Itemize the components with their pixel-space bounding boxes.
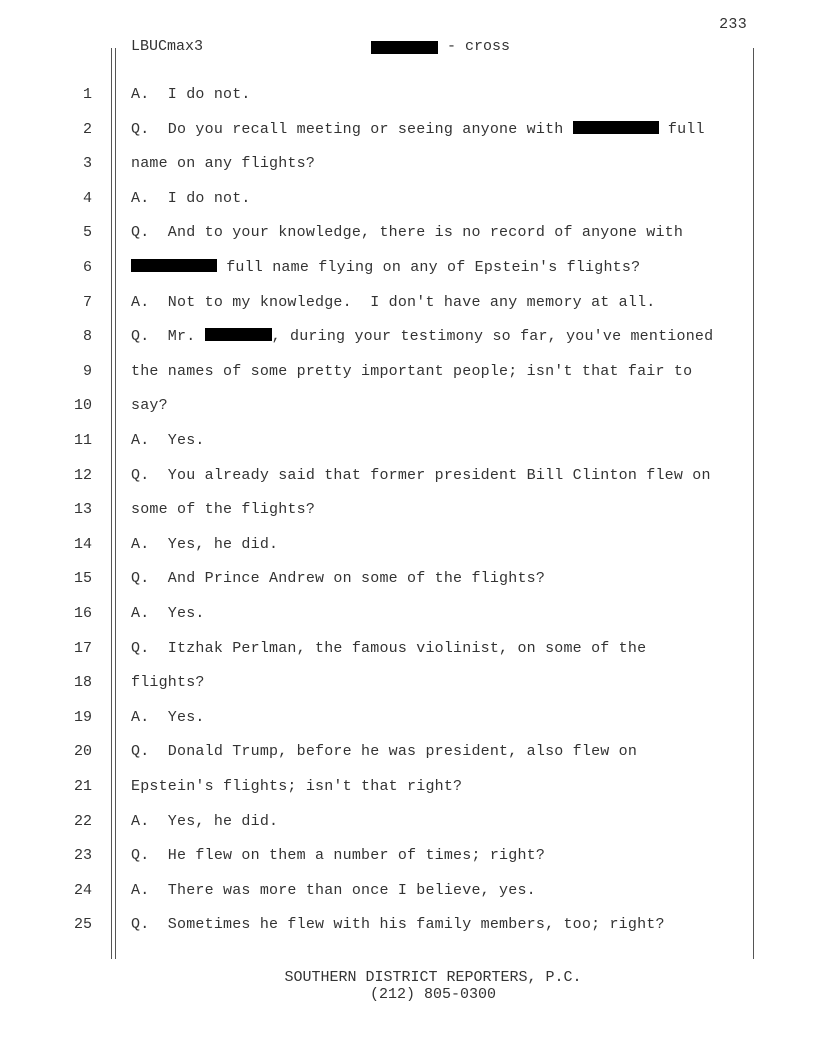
transcript-line [131, 328, 713, 345]
transcript-line [131, 501, 315, 518]
transcript-text: A. I do not. [131, 86, 251, 103]
left-margin-rule-outer [111, 48, 112, 959]
line-number: 11 [73, 432, 92, 449]
transcript-line [131, 743, 637, 760]
line-number: 24 [73, 882, 92, 899]
line-number: 6 [82, 259, 92, 276]
redaction-block [205, 328, 272, 341]
transcript-line [131, 605, 205, 622]
transcript-line [131, 155, 315, 172]
transcript-line [131, 467, 711, 484]
transcript-line [131, 709, 205, 726]
transcript-text: flights? [131, 674, 205, 691]
transcript-line [131, 432, 205, 449]
footer-reporter-name: SOUTHERN DISTRICT REPORTERS, P.C. [284, 969, 582, 986]
transcript-line [131, 570, 545, 587]
line-number: 7 [82, 294, 92, 311]
transcript-text: Q. Mr. [131, 328, 205, 345]
transcript-text: full name flying on any of Epstein's flights? [217, 259, 641, 276]
line-number: 1 [82, 86, 92, 103]
transcript-line [131, 536, 278, 553]
transcript-text: Q. And Prince Andrew on some of the flights? [131, 570, 546, 587]
line-number: 12 [73, 467, 92, 484]
transcript-line [131, 847, 545, 864]
transcript-text: A. Yes. [131, 432, 205, 449]
line-number: 10 [73, 397, 92, 414]
transcript-text: A. Yes. [131, 709, 205, 726]
transcript-text: Q. Donald Trump, before he was president, also flew on [131, 743, 638, 760]
redaction-block [573, 121, 659, 134]
line-number: 17 [73, 640, 92, 657]
transcript-text: the names of some pretty important people; isn't that fair to [131, 363, 693, 380]
transcript-line [131, 882, 536, 899]
transcript-text: A. Yes, he did. [131, 813, 279, 830]
footer-phone: (212) 805-0300 [369, 986, 497, 1003]
transcript-text: Q. Sometimes he flew with his family members, too; right? [131, 916, 665, 933]
transcript-text: Q. And to your knowledge, there is no record of anyone with [131, 224, 684, 241]
transcript-line [131, 86, 251, 103]
transcript-text: Q. He flew on them a number of times; right? [131, 847, 546, 864]
line-number: 21 [73, 778, 92, 795]
page-number: 233 [719, 16, 747, 33]
line-number: 14 [73, 536, 92, 553]
transcript-text: A. Yes. [131, 605, 205, 622]
line-number: 2 [82, 121, 92, 138]
line-number: 19 [73, 709, 92, 726]
left-margin-rule-inner [115, 48, 116, 959]
transcript-text: Epstein's flights; isn't that right? [131, 778, 463, 795]
transcript-line [131, 397, 168, 414]
line-number: 9 [82, 363, 92, 380]
redaction-block [131, 259, 217, 272]
header-case-id: LBUCmax3 [131, 38, 204, 55]
line-number: 5 [82, 224, 92, 241]
transcript-line [131, 294, 655, 311]
line-number: 8 [82, 328, 92, 345]
right-margin-rule [753, 48, 754, 959]
transcript-text: Q. Do you recall meeting or seeing anyone with [131, 121, 573, 138]
transcript-line [131, 363, 692, 380]
line-number: 15 [73, 570, 92, 587]
transcript-line [131, 121, 705, 138]
line-number: 18 [73, 674, 92, 691]
line-number: 23 [73, 847, 92, 864]
transcript-text: A. Yes, he did. [131, 536, 279, 553]
footer [0, 969, 816, 1003]
transcript-line [131, 259, 640, 276]
transcript-text: Q. You already said that former president Bill Clinton flew on [131, 467, 711, 484]
line-number: 22 [73, 813, 92, 830]
line-number: 16 [73, 605, 92, 622]
transcript-text: A. There was more than once I believe, yes. [131, 882, 536, 899]
transcript-text: some of the flights? [131, 501, 316, 518]
transcript-text: , during your testimony so far, you've mentioned [271, 328, 714, 345]
transcript-text: Q. Itzhak Perlman, the famous violinist, on some of the [131, 640, 647, 657]
transcript-line [131, 813, 278, 830]
line-number: 20 [73, 743, 92, 760]
transcript-text: full [658, 121, 705, 138]
line-number: 25 [73, 916, 92, 933]
transcript-text: say? [131, 397, 168, 414]
line-number: 13 [73, 501, 92, 518]
header-redaction [371, 41, 438, 54]
transcript-line [131, 778, 462, 795]
transcript-line [131, 916, 665, 933]
transcript-line [131, 674, 205, 691]
line-number: 3 [82, 155, 92, 172]
transcript-line [131, 640, 646, 657]
line-number: 4 [82, 190, 92, 207]
transcript-text: name on any flights? [131, 155, 316, 172]
transcript-text: A. I do not. [131, 190, 251, 207]
transcript-line [131, 224, 683, 241]
transcript-text: A. Not to my knowledge. I don't have any memory at all. [131, 294, 656, 311]
header-examination-type: - cross [447, 38, 511, 55]
transcript-line [131, 190, 251, 207]
